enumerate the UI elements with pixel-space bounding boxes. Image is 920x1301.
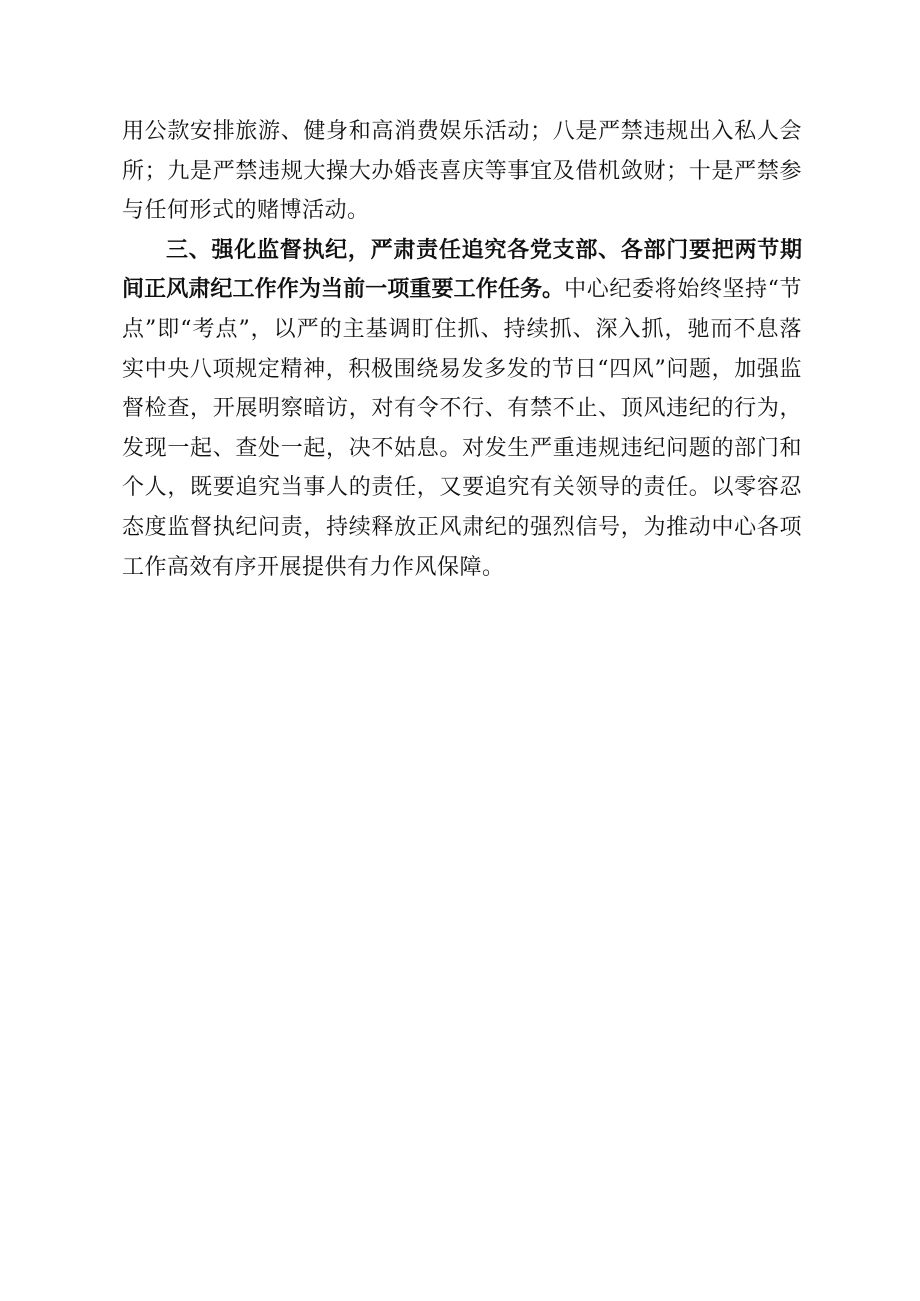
paragraph-text: 中心纪委将始终坚持“节点”即“考点”，以严的主基调盯住抓、持续抓、深入抓，驰而不息落实中央八项规定精神，积极围绕易发多发的节日“四风”问题，加强监督检查，开展明察暗访，对有令不行、有禁不止、顶风违纪的行为，发现一起、查处一起，决不姑息。对发生严重违规违纪问题的部门和个人，既要追究当事人的责任，又要追究有关领导的责任。以零容忍态度监督执纪问责，持续释放正风肃纪的强烈信号，为推动中心各项工作高效有序开展提供有力作风保障。	[122, 277, 802, 580]
paragraph-section-three	[122, 231, 802, 587]
paragraph-continuation	[122, 112, 802, 231]
section-heading: 三、强化监督执纪，严肃责任追究各党支部、各部门要把两节期间正风肃纪工作作为当前一项重要工作任务。	[122, 237, 802, 303]
paragraph-text: 用公款安排旅游、健身和高消费娱乐活动；八是严禁违规出入私人会所；九是严禁违规大操大办婚丧喜庆等事宜及借机敛财；十是严禁参与任何形式的赌博活动。	[122, 119, 802, 224]
